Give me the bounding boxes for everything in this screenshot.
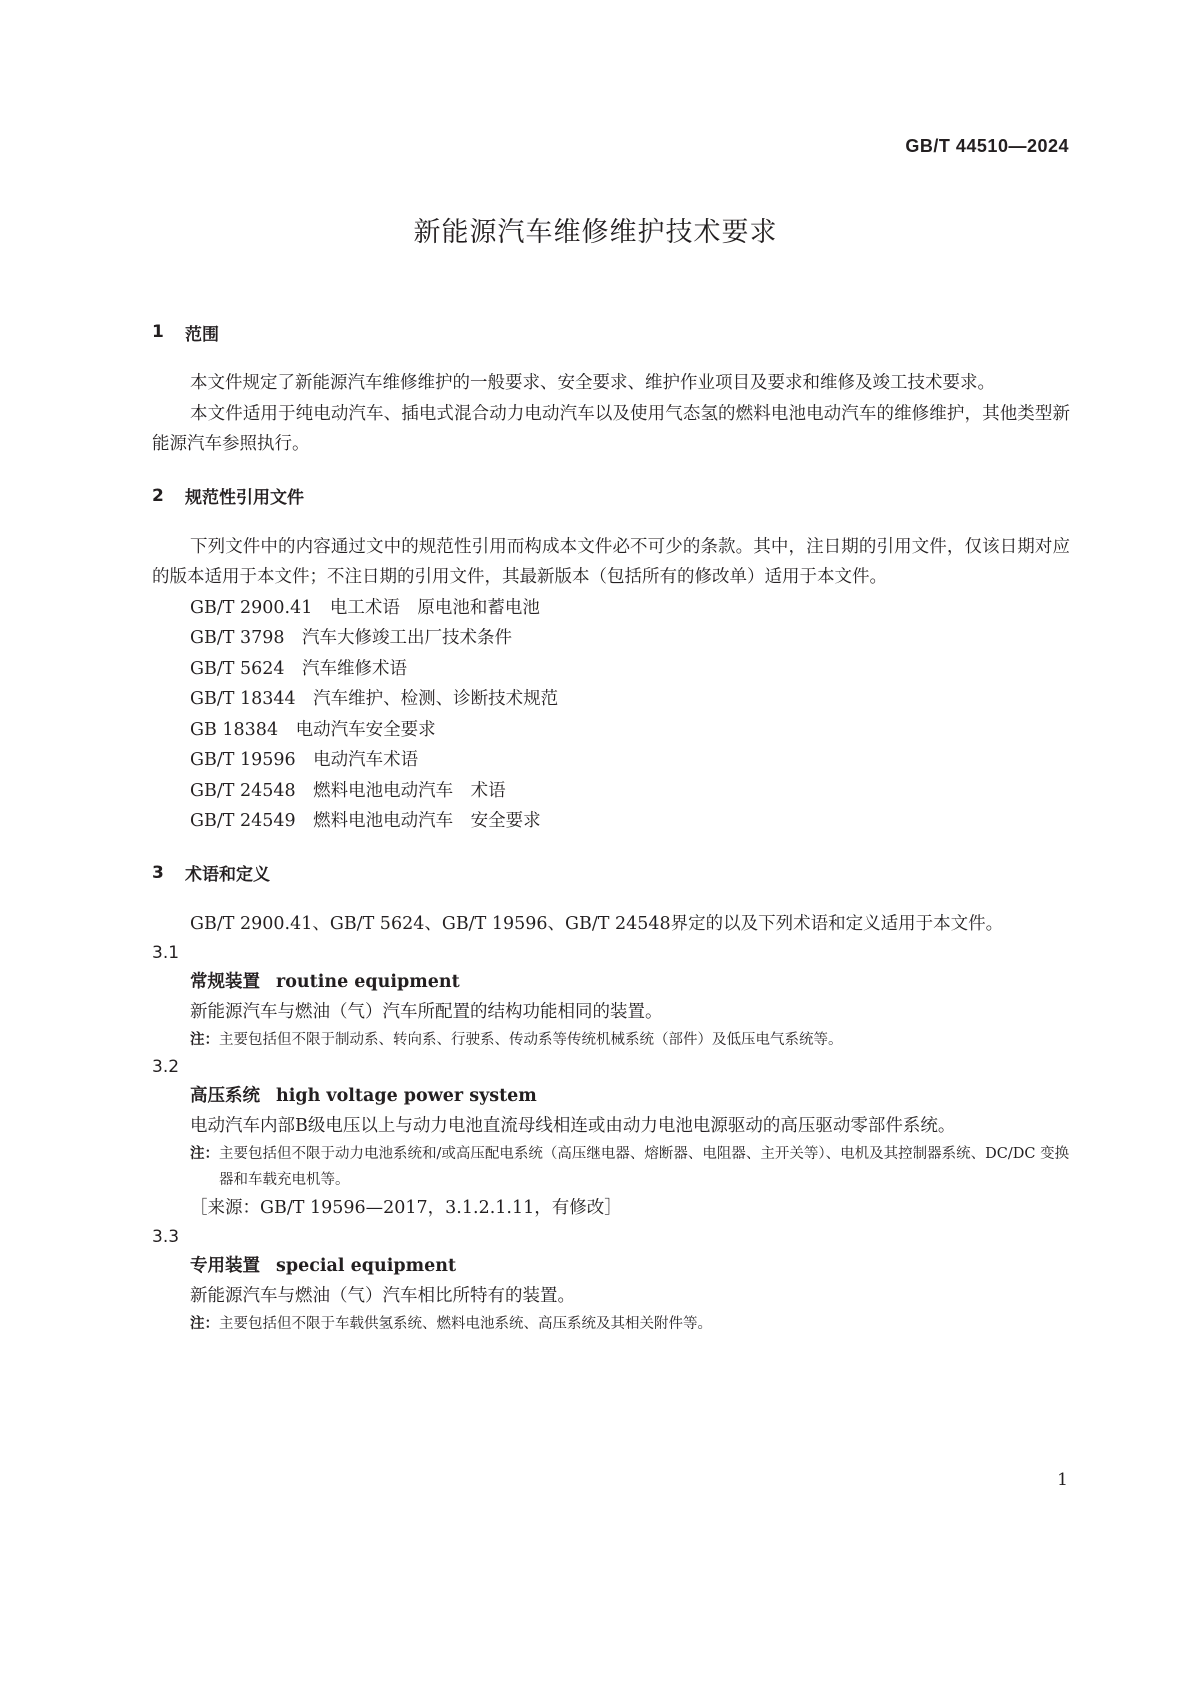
- standard-code: GB/T 44510—2024: [905, 136, 1069, 156]
- section-3-heading: [152, 859, 1070, 887]
- reference-item: GB/T 2900.41 电工术语 原电池和蓄电池: [190, 597, 540, 618]
- term-definition: 新能源汽车与燃油（气）汽车所配置的结构功能相同的装置。: [190, 1002, 663, 1022]
- note-label: 注：: [190, 1145, 219, 1162]
- note-text: 主要包括但不限于制动系、转向系、行驶系、传动系等传统机械系统（部件）及低压电气系统等。: [219, 1032, 843, 1048]
- scope-paragraph-2: 本文件适用于纯电动汽车、插电式混合动力电动汽车以及使用气态氢的燃料电池电动汽车的维修维护，其他类型新能源汽车参照执行。: [152, 403, 1070, 454]
- reference-item: GB 18384 电动汽车安全要求: [190, 719, 436, 740]
- note-label: 注：: [190, 1031, 219, 1048]
- term-en: routine equipment: [276, 972, 460, 992]
- section-2-heading: [152, 482, 1070, 510]
- document-body: [152, 318, 1070, 1337]
- reference-item: GB/T 3798 汽车大修竣工出厂技术条件: [190, 628, 513, 648]
- section-title: 范围: [185, 324, 219, 345]
- section-title: 术语和定义: [185, 865, 270, 885]
- reference-item: GB/T 24549 燃料电池电动汽车 安全要求: [190, 811, 541, 831]
- document-title: 新能源汽车维修维护技术要求: [413, 217, 778, 248]
- term-title: [152, 967, 1070, 997]
- section-number: 2: [152, 485, 164, 506]
- section-title: 规范性引用文件: [185, 488, 304, 508]
- section-number: 3: [152, 862, 164, 883]
- page-number: 1: [1057, 1470, 1068, 1490]
- term-source: ［来源：GB/T 19596—2017，3.1.2.1.11，有修改］: [190, 1198, 622, 1218]
- term-number: 3.3: [152, 1227, 180, 1247]
- term-definition: 电动汽车内部B级电压以上与动力电池直流母线相连或由动力电池电源驱动的高压驱动零部件系统。: [190, 1116, 956, 1136]
- term-zh: 常规装置: [190, 972, 260, 992]
- term-title: [152, 1251, 1070, 1281]
- term-definition: 新能源汽车与燃油（气）汽车相比所特有的装置。: [190, 1286, 575, 1306]
- note-text: 主要包括但不限于车载供氢系统、燃料电池系统、高压系统及其相关附件等。: [219, 1316, 712, 1332]
- term-note: [152, 1027, 1070, 1053]
- term-note: [152, 1311, 1070, 1337]
- note-label: 注：: [190, 1315, 219, 1332]
- reference-item: GB/T 24548 燃料电池电动汽车 术语: [190, 780, 506, 801]
- term-note: [152, 1141, 1070, 1193]
- section-number: 1: [152, 322, 164, 342]
- note-text: 主要包括但不限于动力电池系统和/或高压配电系统（高压继电器、熔断器、电阻器、主开关等）、电机及其控制器系统、DC/DC 变换器和车载充电机等。: [219, 1146, 1070, 1188]
- term-number: 3.1: [152, 943, 180, 963]
- references-intro: 下列文件中的内容通过文中的规范性引用而构成本文件必不可少的条款。其中，注日期的引用文件，仅该日期对应的版本适用于本文件；不注日期的引用文件，其最新版本（包括所有的修改单）适用于本文件。: [152, 536, 1070, 587]
- term-zh: 高压系统: [190, 1086, 260, 1106]
- term-zh: 专用装置: [190, 1256, 260, 1276]
- terms-intro: GB/T 2900.41、GB/T 5624、GB/T 19596、GB/T 24548界定的以及下列术语和定义适用于本文件。: [190, 913, 1004, 934]
- scope-paragraph-1: 本文件规定了新能源汽车维修维护的一般要求、安全要求、维护作业项目及要求和维修及竣工技术要求。: [190, 373, 995, 393]
- term-en: high voltage power system: [276, 1086, 537, 1106]
- reference-item: GB/T 19596 电动汽车术语: [190, 750, 419, 770]
- term-en: special equipment: [276, 1256, 457, 1276]
- term-title: [152, 1081, 1070, 1111]
- reference-item: GB/T 5624 汽车维修术语: [190, 658, 408, 679]
- section-1-heading: [152, 318, 1070, 346]
- term-number: 3.2: [152, 1057, 180, 1077]
- reference-item: GB/T 18344 汽车维护、检测、诊断技术规范: [190, 689, 559, 709]
